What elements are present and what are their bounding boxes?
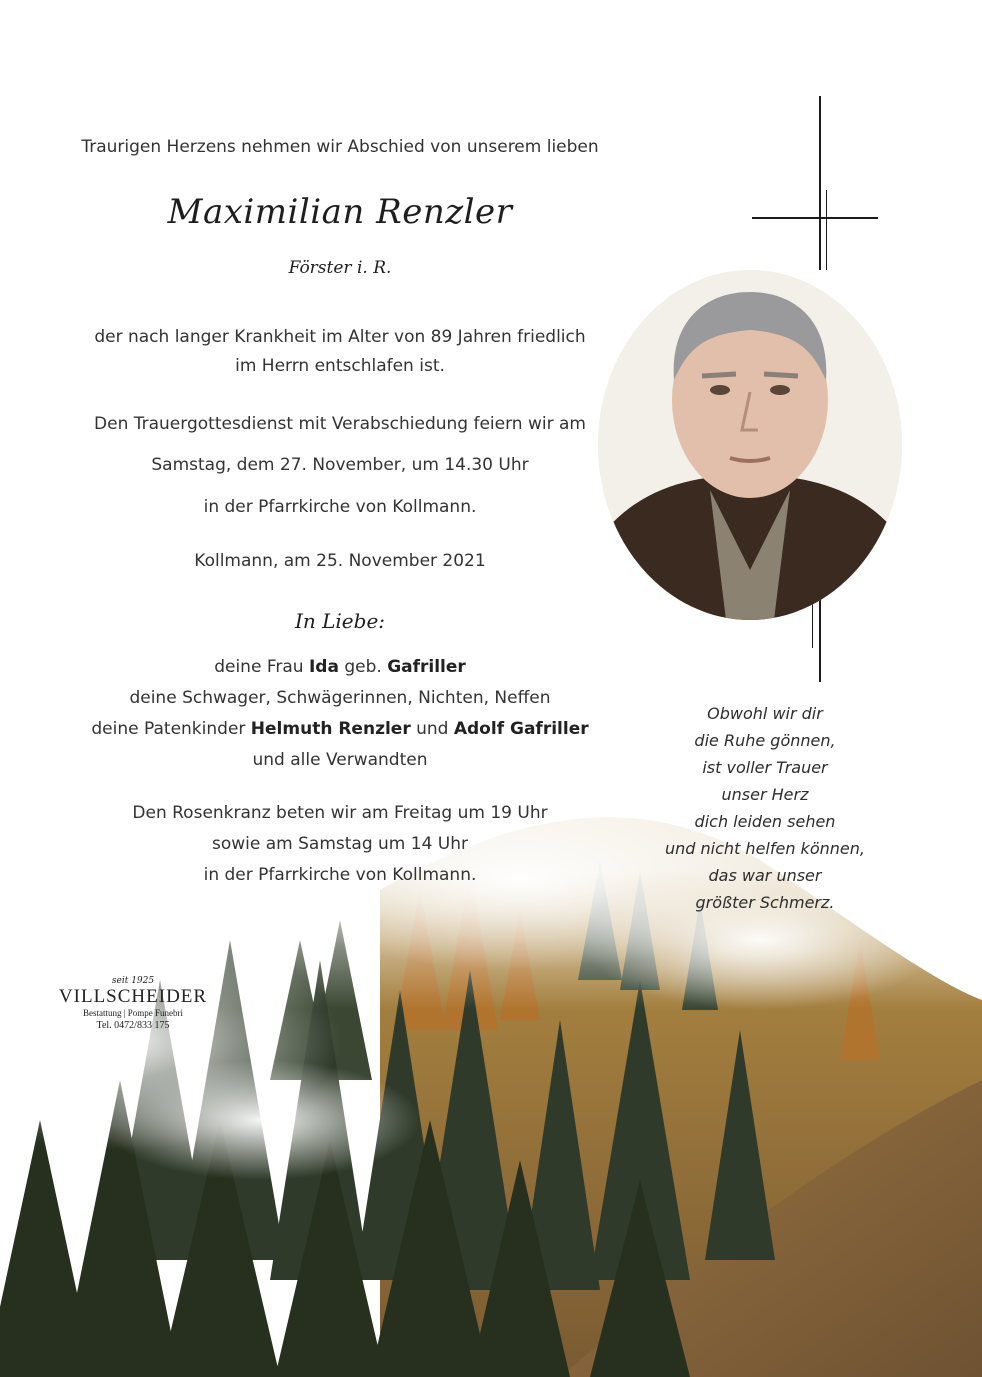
poem-line-2: die Ruhe gönnen,: [694, 731, 836, 750]
announcement-line-1: der nach langer Krankheit im Alter von 89 Jahren friedlich: [94, 327, 586, 347]
mourners-heading: In Liebe:: [294, 609, 386, 633]
portrait-icon: [598, 270, 902, 620]
poem-line-8: größter Schmerz.: [695, 893, 835, 912]
deceased-name: Maximilian Renzler: [167, 192, 513, 232]
rosary-line-1: Den Rosenkranz beten wir am Freitag um 19 Uhr: [132, 803, 548, 823]
portrait-photo: [598, 270, 902, 620]
intro-text: Traurigen Herzens nehmen wir Abschied von unserem lieben: [81, 137, 599, 157]
funeral-home-logo: [58, 976, 208, 1031]
logo-subtitle: Bestattung | Pompe Funebri: [82, 1008, 184, 1018]
place-date: Kollmann, am 25. November 2021: [194, 551, 486, 571]
logo-name: VILLSCHEIDER: [58, 986, 208, 1007]
service-line-1: Den Trauergottesdienst mit Verabschiedung feiern wir am: [94, 414, 586, 434]
poem-line-7: das war unser: [708, 866, 822, 885]
poem-line-1: Obwohl wir dir: [707, 704, 823, 723]
poem-line-3: ist voller Trauer: [702, 758, 828, 777]
mourner-line-3-mid: und: [410, 719, 454, 739]
mourner-line-4: und alle Verwandten: [252, 750, 428, 770]
cross-lower-line: [819, 598, 821, 682]
poem-line-6: und nicht helfen können,: [665, 839, 865, 858]
cross-vertical-thin-line: [826, 190, 827, 270]
poem-line-5: dich leiden sehen: [694, 812, 836, 831]
rosary-line-3: in der Pfarrkirche von Kollmann.: [203, 865, 477, 885]
mourner-wife-name: Ida: [308, 657, 339, 677]
logo-phone: Tel. 0472/833 175: [96, 1020, 170, 1031]
mourner-line-3: [60, 719, 620, 739]
cross-vertical-line: [819, 96, 821, 270]
service-line-3: in der Pfarrkirche von Kollmann.: [203, 497, 477, 517]
forest-landscape-image: [0, 560, 982, 1377]
mourner-line-2: deine Schwager, Schwägerinnen, Nichten, Neffen: [129, 688, 551, 708]
mourner-wife-maiden: Gafriller: [387, 657, 466, 677]
deceased-title: Förster i. R.: [288, 258, 392, 278]
logo-since: seit 1925: [111, 976, 155, 986]
rosary-line-2: sowie am Samstag um 14 Uhr: [211, 834, 468, 854]
mourner-line-1: [60, 657, 620, 677]
cross-horizontal-line: [752, 217, 878, 219]
poem-line-4: unser Herz: [721, 785, 809, 804]
mourner-line-3-prefix: deine Patenkinder: [91, 719, 251, 739]
cross-lower-thin-line: [812, 598, 813, 648]
announcement-line-2: im Herrn entschlafen ist.: [235, 356, 445, 376]
mourner-line-1-prefix: deine Frau: [214, 657, 309, 677]
mourner-godchild-1: Helmuth Renzler: [250, 719, 411, 739]
mourner-line-1-mid: geb.: [338, 657, 388, 677]
mourner-godchild-2: Adolf Gafriller: [453, 719, 589, 739]
service-line-2: Samstag, dem 27. November, um 14.30 Uhr: [151, 455, 529, 475]
